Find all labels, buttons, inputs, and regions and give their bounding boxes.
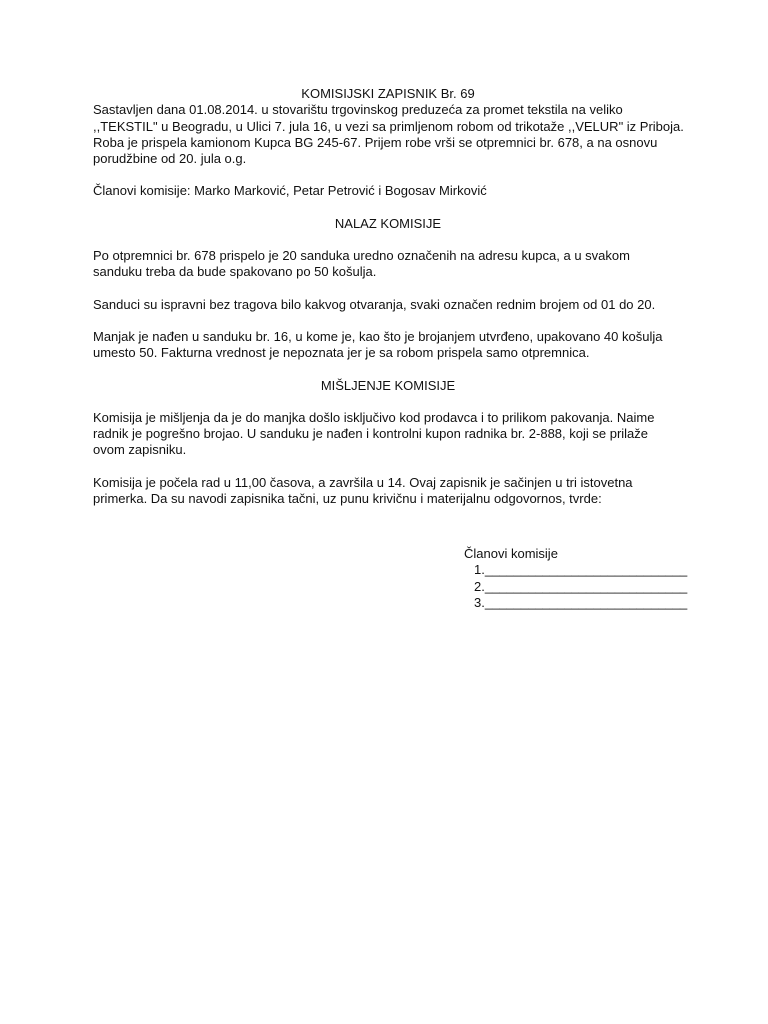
intro-line: Sastavljen dana 01.08.2014. u stovarištu trgovinskog preduzeća za promet tekstila na veliko	[93, 102, 623, 118]
finding-paragraph-2	[93, 297, 683, 313]
signature-block	[464, 546, 687, 611]
signature-line: 1.____________________________	[474, 562, 688, 578]
text-line: sanduku treba da bude spakovano po 50 košulja.	[93, 264, 377, 280]
text-line: Manjak je nađen u sanduku br. 16, u kome je, kao što je brojanjem utvrđeno, upakovano 40 košulja	[93, 328, 663, 344]
text-line: radnik je pogrešno brojao. U sanduku je nađen i kontrolni kupon radnika br. 2-888, koji se prilaže	[93, 426, 649, 442]
intro-line: ,,TEKSTIL" u Beogradu, u Ulici 7. jula 16, u vezi sa primljenom robom od trikotaže ,,VELUR" iz Priboja.	[93, 118, 684, 134]
text-line: primerka. Da su navodi zapisnika tačni, uz punu krivičnu i materijalnu odgovornos, tvrde:	[93, 491, 602, 507]
text-line: ovom zapisniku.	[93, 442, 187, 458]
document-title: KOMISIJSKI ZAPISNIK Br. 69	[301, 86, 475, 101]
intro-paragraph	[93, 102, 683, 167]
opinion-heading: MIŠLJENJE KOMISIJE	[320, 377, 456, 393]
opinion-paragraph-1	[93, 410, 683, 459]
text-line: Sanduci su ispravni bez tragova bilo kakvog otvaranja, svaki označen rednim brojem od 01 do 20.	[93, 296, 656, 312]
members-line: Članovi komisije: Marko Marković, Petar Petrović i Bogosav Mirković	[93, 183, 487, 199]
finding-paragraph-1	[93, 248, 683, 281]
signature-line: 2.____________________________	[474, 578, 688, 594]
text-line: Komisija je mišljenja da je do manjka došlo isključivo kod prodavca i to prilikom pakovanja. Naime	[93, 409, 655, 425]
signature-heading: Članovi komisije	[464, 546, 558, 561]
opinion-paragraph-2	[93, 475, 683, 508]
members-paragraph	[93, 183, 683, 199]
document-body	[93, 86, 683, 507]
text-line: umesto 50. Fakturna vrednost je nepoznata jer je sa robom prispela samo otpremnica.	[93, 345, 590, 361]
finding-paragraph-3	[93, 329, 683, 362]
intro-line: porudžbine od 20. jula o.g.	[93, 151, 247, 167]
text-line: Komisija je počela rad u 11,00 časova, a završila u 14. Ovaj zapisnik je sačinjen u tri istovetna	[93, 474, 633, 490]
intro-line: Roba je prispela kamionom Kupca BG 245-67. Prijem robe vrši se otpremnici br. 678, a na osnovu	[93, 134, 658, 150]
signature-line: 3.____________________________	[474, 594, 688, 610]
finding-heading: NALAZ KOMISIJE	[334, 215, 442, 231]
text-line: Po otpremnici br. 678 prispelo je 20 sanduka uredno označenih na adresu kupca, a u svakom	[93, 248, 630, 264]
